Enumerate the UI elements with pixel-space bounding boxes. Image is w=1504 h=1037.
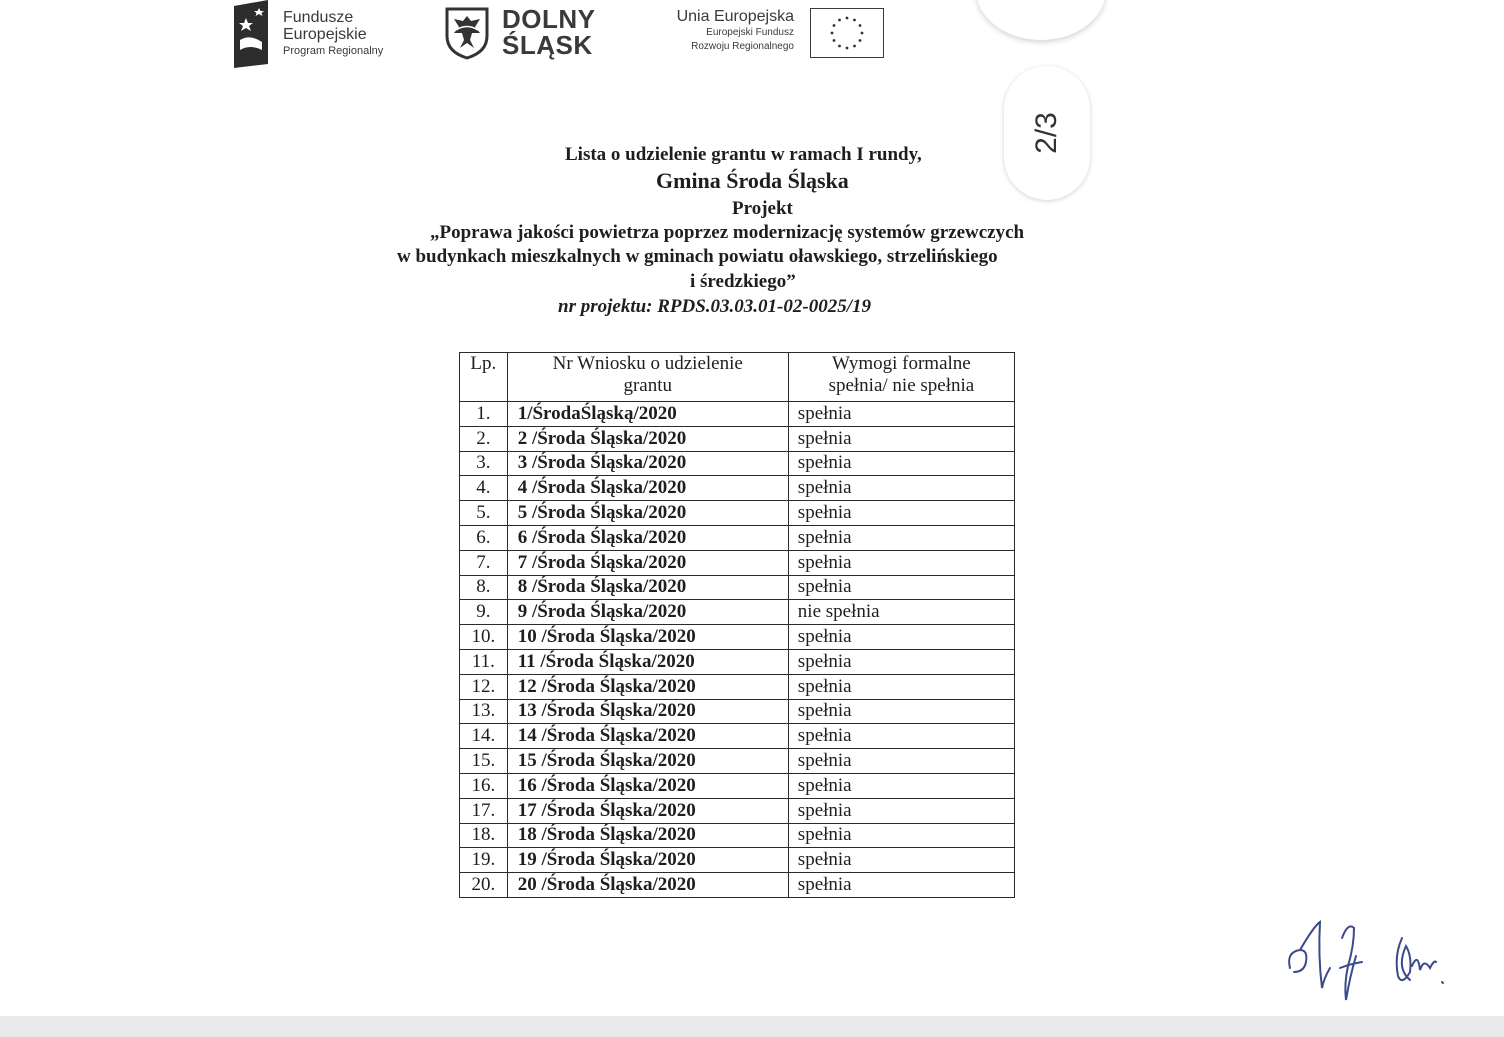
table-row xyxy=(460,873,1015,898)
header-status-line1: Wymogi formalne xyxy=(832,353,971,374)
page-number-text: 2/3 xyxy=(1030,112,1063,154)
header-project-title-3: i średzkiego” xyxy=(690,271,796,292)
row-lp: 18. xyxy=(460,823,508,848)
row-lp: 16. xyxy=(460,773,508,798)
row-application-number: 10 /Środa Śląska/2020 xyxy=(507,625,788,650)
table-row xyxy=(460,451,1015,476)
row-application-number: 3 /Środa Śląska/2020 xyxy=(507,451,788,476)
row-status: spełnia xyxy=(788,550,1014,575)
row-status: spełnia xyxy=(788,402,1014,427)
row-application-number: 6 /Środa Śląska/2020 xyxy=(507,525,788,550)
table-row xyxy=(460,823,1015,848)
table-row xyxy=(460,773,1015,798)
row-application-number: 5 /Środa Śląska/2020 xyxy=(507,501,788,526)
row-status: spełnia xyxy=(788,724,1014,749)
table-row xyxy=(460,426,1015,451)
table-row xyxy=(460,674,1015,699)
table-row xyxy=(460,749,1015,774)
header-project-title-1: „Poprawa jakości powietrza poprzez modernizację systemów grzewczych xyxy=(430,222,1025,243)
row-application-number: 1/ŚrodaŚląską/2020 xyxy=(507,402,788,427)
row-status: spełnia xyxy=(788,773,1014,798)
row-application-number: 16 /Środa Śląska/2020 xyxy=(507,773,788,798)
fe-logo-line3: Program Regionalny xyxy=(283,45,384,57)
row-status: spełnia xyxy=(788,848,1014,873)
row-lp: 15. xyxy=(460,749,508,774)
page-number-stamp xyxy=(1004,66,1090,200)
row-lp: 12. xyxy=(460,674,508,699)
row-lp: 20. xyxy=(460,873,508,898)
table-row xyxy=(460,525,1015,550)
table-row xyxy=(460,476,1015,501)
table-row xyxy=(460,575,1015,600)
table-row xyxy=(460,402,1015,427)
table-row xyxy=(460,724,1015,749)
row-lp: 6. xyxy=(460,525,508,550)
row-lp: 19. xyxy=(460,848,508,873)
fundusze-europejskie-icon xyxy=(232,0,270,68)
header-lp: Lp. xyxy=(460,353,508,402)
row-status: spełnia xyxy=(788,873,1014,898)
eu-flag-icon xyxy=(810,8,884,58)
header-formal-requirements xyxy=(788,353,1014,402)
eagle-shield-icon xyxy=(444,6,490,60)
row-lp: 2. xyxy=(460,426,508,451)
header-line-3: Projekt xyxy=(732,198,793,219)
header-nr-line1: Nr Wniosku o udzielenie xyxy=(552,353,743,374)
row-application-number: 9 /Środa Śląska/2020 xyxy=(507,600,788,625)
row-application-number: 7 /Środa Śląska/2020 xyxy=(507,550,788,575)
row-status: spełnia xyxy=(788,798,1014,823)
header-status-line2: spełnia/ nie spełnia xyxy=(828,375,975,396)
ds-logo-line2: ŚLĄSK xyxy=(502,30,593,60)
row-status: spełnia xyxy=(788,451,1014,476)
row-application-number: 4 /Środa Śląska/2020 xyxy=(507,476,788,501)
handwritten-signature-icon xyxy=(1284,916,1454,1011)
row-lp: 9. xyxy=(460,600,508,625)
table-header-row xyxy=(460,353,1015,402)
row-lp: 10. xyxy=(460,625,508,650)
row-application-number: 14 /Środa Śląska/2020 xyxy=(507,724,788,749)
table-row xyxy=(460,848,1015,873)
table-row xyxy=(460,625,1015,650)
ue-logo-line3: Rozwoju Regionalnego xyxy=(691,41,794,52)
row-application-number: 13 /Środa Śląska/2020 xyxy=(507,699,788,724)
grants-table xyxy=(459,352,1015,898)
row-lp: 4. xyxy=(460,476,508,501)
row-lp: 13. xyxy=(460,699,508,724)
fe-logo-line2: Europejskie xyxy=(283,26,367,43)
fe-logo-line1: Fundusze xyxy=(283,9,354,26)
table-row xyxy=(460,649,1015,674)
row-lp: 17. xyxy=(460,798,508,823)
header-project-number: nr projektu: RPDS.03.03.01-02-0025/19 xyxy=(558,296,871,317)
row-status: spełnia xyxy=(788,699,1014,724)
stamp-circle xyxy=(976,0,1106,40)
row-application-number: 12 /Środa Śląska/2020 xyxy=(507,674,788,699)
row-application-number: 18 /Środa Śląska/2020 xyxy=(507,823,788,848)
row-lp: 14. xyxy=(460,724,508,749)
row-status: spełnia xyxy=(788,749,1014,774)
row-application-number: 15 /Środa Śląska/2020 xyxy=(507,749,788,774)
row-status: spełnia xyxy=(788,501,1014,526)
table-row xyxy=(460,600,1015,625)
ue-logo-line1: Unia Europejska xyxy=(676,8,794,25)
row-application-number: 2 /Środa Śląska/2020 xyxy=(507,426,788,451)
row-application-number: 19 /Środa Śląska/2020 xyxy=(507,848,788,873)
row-status: spełnia xyxy=(788,649,1014,674)
row-status: spełnia xyxy=(788,674,1014,699)
row-lp: 7. xyxy=(460,550,508,575)
header-application-number xyxy=(507,353,788,402)
table-row xyxy=(460,550,1015,575)
header-nr-line2: grantu xyxy=(623,375,673,396)
table-row xyxy=(460,501,1015,526)
row-application-number: 20 /Środa Śląska/2020 xyxy=(507,873,788,898)
row-status: spełnia xyxy=(788,426,1014,451)
ds-logo-line1: DOLNY xyxy=(502,4,596,34)
row-status: spełnia xyxy=(788,575,1014,600)
row-lp: 1. xyxy=(460,402,508,427)
header-municipality: Gmina Środa Śląska xyxy=(656,168,849,193)
row-status: nie spełnia xyxy=(788,600,1014,625)
row-status: spełnia xyxy=(788,525,1014,550)
row-application-number: 11 /Środa Śląska/2020 xyxy=(507,649,788,674)
row-lp: 8. xyxy=(460,575,508,600)
row-lp: 11. xyxy=(460,649,508,674)
row-status: spełnia xyxy=(788,625,1014,650)
viewer-bottom-bar xyxy=(0,1016,1504,1037)
row-application-number: 8 /Środa Śląska/2020 xyxy=(507,575,788,600)
row-status: spełnia xyxy=(788,476,1014,501)
row-lp: 5. xyxy=(460,501,508,526)
row-lp: 3. xyxy=(460,451,508,476)
row-application-number: 17 /Środa Śląska/2020 xyxy=(507,798,788,823)
row-status: spełnia xyxy=(788,823,1014,848)
table-row xyxy=(460,699,1015,724)
header-line-1: Lista o udzielenie grantu w ramach I rundy, xyxy=(565,144,922,165)
table-row xyxy=(460,798,1015,823)
ue-logo-line2: Europejski Fundusz xyxy=(706,27,794,38)
header-project-title-2: w budynkach mieszkalnych w gminach powiatu oławskiego, strzelińskiego xyxy=(397,246,998,267)
